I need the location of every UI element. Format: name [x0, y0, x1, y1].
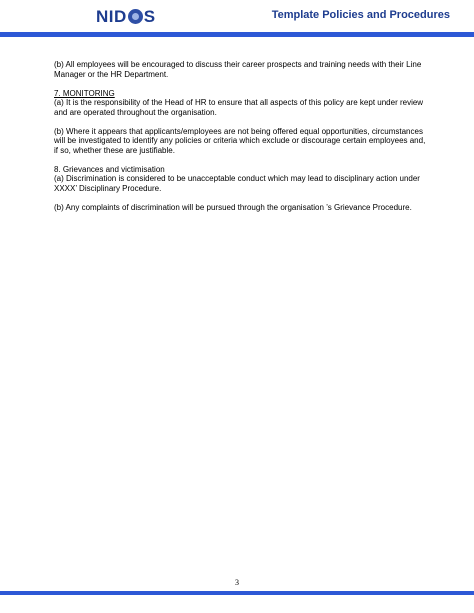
logo-text-suffix: S: [143, 7, 156, 26]
section-heading-monitoring: 7. MONITORING: [54, 88, 115, 98]
paragraph-grievances-a: (a) Discrimination is considered to be unacceptable conduct which may lead to disciplinary action under XXXX’ Disciplinary Procedure.: [54, 174, 420, 193]
logo-globe-icon: [128, 9, 143, 24]
page-number: 3: [235, 578, 239, 587]
paragraph-grievances-b: (b) Any complaints of discrimination will be pursued through the organisation ’s Grievance Procedure.: [54, 202, 412, 212]
section-heading-grievances: 8. Grievances and victimisation: [54, 164, 165, 174]
document-body: [54, 60, 426, 222]
section-grievances: [54, 165, 426, 194]
header-divider-bar: [0, 32, 474, 37]
paragraph-monitoring-a: (a) It is the responsibility of the Head of HR to ensure that all aspects of this policy are kept under review and are operated throughout the organisation.: [54, 98, 424, 117]
nidos-logo: [96, 8, 156, 26]
section-monitoring: [54, 89, 426, 118]
logo-text-prefix: NID: [96, 7, 127, 26]
footer-divider-bar: [0, 591, 474, 595]
header-title: Template Policies and Procedures: [271, 9, 450, 21]
page-header: [0, 0, 474, 40]
paragraph-monitoring-b: (b) Where it appears that applicants/employees are not being offered equal opportunities, circumstances will be investigated to identify any policies or criteria which exclude or discourage certain employees and, if so, whether these are justifiable.: [54, 126, 426, 155]
paragraph-career-prospects: (b) All employees will be encouraged to discuss their career prospects and training needs with their Line Manager or the HR Department.: [54, 60, 422, 79]
